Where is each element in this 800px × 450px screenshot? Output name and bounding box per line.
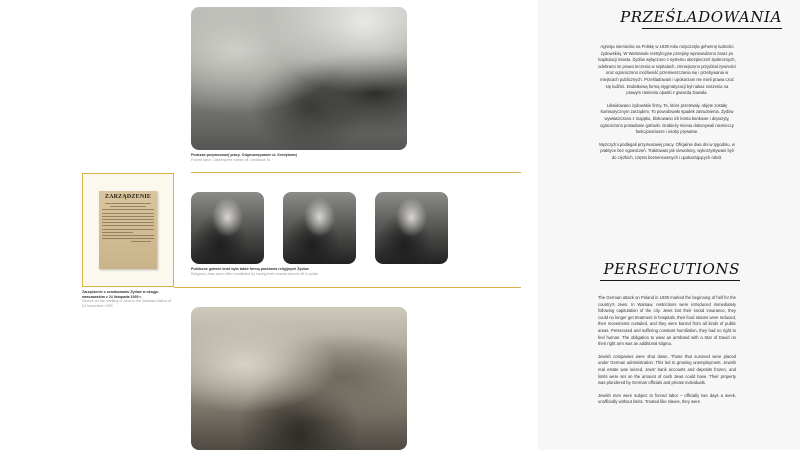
polish-paragraph: Mężczyźni podlegali przymusowej pracy. Oficjalnie dwa dni w tygodniu, w praktyce bez ograniczeń. Traktowani jak niewolnicy, wykorzystywani byli do ciężkich, często bezsensownych i upokarzających robót. bbox=[599, 141, 735, 160]
polish-paragraph: Agresja niemiecka na Polskę w 1939 roku rozpoczęła gehennę ludności żydowskiej. W Warszawie restrykcyjne przepisy wprowadzono zaraz po kapitulacji miasta. Żydów wyłączono z systemu ubezpieczeń społecznych, odebrano im prawo leczenia w szpitalach, zmniejszono przydział żywności oraz ograniczono możliwość przemieszczania się i przebywania w miejscach publicznych. Prześladowani i upokarzani nie mieli prawa czuć się ludźmi. Dodatkową formą stygmatyzacji był nakaz noszenia na prawym ramieniu opaski z gwiazdą Dawida. bbox=[598, 44, 736, 96]
portrait-photo-1[interactable] bbox=[191, 192, 264, 264]
decree-document-image[interactable] bbox=[99, 191, 157, 269]
english-paragraph: Jewish companies were shut down. Those that survived were placed under German administration. This led to growing unemployment. Jewish real estate was seized, Jews' bank accounts and deposits frozen, and limits were set on the amount of cash Jews could have. Their property was plundered by German officials and private individuals. bbox=[598, 353, 736, 386]
ruins-forced-labor-photo[interactable] bbox=[191, 7, 407, 150]
english-title-rule bbox=[600, 280, 740, 281]
english-paragraph: Jewish men were subject to forced labor – officially two days a week, unofficially without limits. Treated like slaves, they were bbox=[598, 392, 736, 405]
portraits-caption bbox=[191, 267, 407, 276]
caption-polish: Zarządzenie o oznakowaniu Żydów w okręgu warszawskim z 24 listopada 1939 r. bbox=[82, 290, 159, 299]
decree-text-lines bbox=[102, 203, 154, 242]
ruins-photo-caption bbox=[191, 153, 407, 162]
decree-caption bbox=[82, 290, 174, 308]
caption-english: Forced labor. Clearing the rubble off Creditowa St. bbox=[191, 157, 271, 162]
portrait-photo-3[interactable] bbox=[375, 192, 448, 264]
polish-section-title: PRZEŚLADOWANIA bbox=[620, 8, 782, 26]
english-body-text bbox=[598, 295, 736, 412]
caption-polish: Publiczne golenie bród było także formą poniżania religijnych Żydów bbox=[191, 267, 309, 271]
caption-english: Religious Jews were often humiliated by having their beards shaved off in public bbox=[191, 271, 319, 276]
ruined-street-photo[interactable] bbox=[191, 307, 407, 450]
caption-english: Decree on the marking of Jews in the Warsaw District of 24 November 1939 bbox=[82, 299, 172, 308]
gold-divider-top bbox=[191, 172, 521, 173]
polish-body-text bbox=[598, 44, 736, 168]
english-paragraph: The German attack on Poland in 1939 marked the beginning of hell for the country's Jews. In Warsaw, restrictions were introduced immediately following capitulation of the city. Jews lost their social insurance, they could no longer get treatment in hospitals, their food rations were reduced, their movements curtailed, and they were barred from all kinds of public areas. Persecuted and suffering constant humiliation, they had no right to feel human. The obligation to wear an armband with a Star of David on their right arm was an additional stigma. bbox=[598, 295, 736, 347]
polish-paragraph: Likwidowano żydowskie firmy. Te, które przetrwały, objęte zostały komisarycznym zarządem. To powodowało spadek zatrudnienia. Żydów wywłaszczano z majątku, blokowano ich konta bankowe i depozyty, ograniczono posiadanie gotówki. Grabieży mienia dokonywali niemieccy funkcjonariusze i osoby prywatne. bbox=[600, 102, 734, 135]
polish-title-rule bbox=[642, 28, 782, 29]
caption-polish: Podczas przymusowej pracy. Odgruzowywanie ul. Kredytowej bbox=[191, 153, 297, 157]
english-section-title: PERSECUTIONS bbox=[603, 260, 740, 278]
decree-heading: ZARZĄDZENIE bbox=[104, 194, 152, 200]
portrait-photo-2[interactable] bbox=[283, 192, 356, 264]
gold-divider-bottom bbox=[174, 287, 521, 288]
